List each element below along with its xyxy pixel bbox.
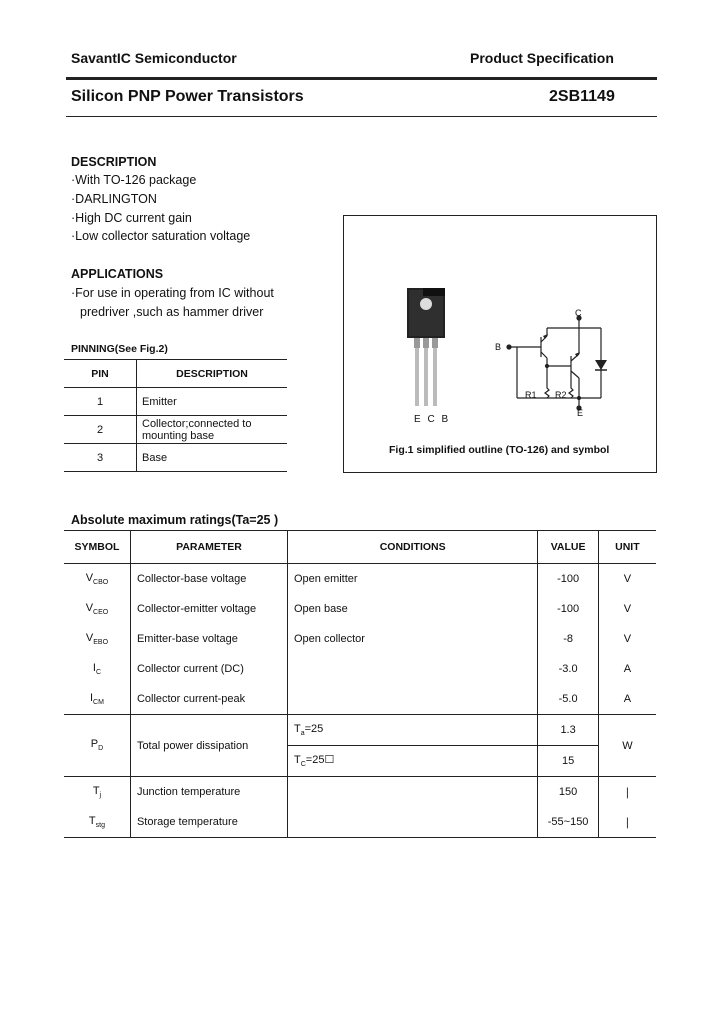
table-row bbox=[64, 416, 287, 444]
unit-cell: A bbox=[623, 693, 632, 705]
list-item: ·Low collector saturation voltage bbox=[71, 229, 251, 244]
conditions-cell: Open base bbox=[287, 594, 537, 624]
table-row bbox=[64, 564, 656, 595]
parameter-cell: Collector-emitter voltage bbox=[130, 594, 287, 624]
pin-number: 3 bbox=[64, 444, 137, 472]
list-item: ·High DC current gain bbox=[71, 210, 192, 225]
pin-number: 1 bbox=[64, 388, 137, 416]
symbol-cell: $V_{EBO}$ bbox=[64, 624, 130, 654]
parameter-cell: Emitter-base voltage bbox=[130, 624, 287, 654]
ratings-heading: Absolute maximum ratings(Ta=25 ) bbox=[71, 513, 279, 527]
unit-cell: W bbox=[598, 715, 656, 777]
unit-cell: V bbox=[623, 603, 632, 615]
parameter-column-header: PARAMETER bbox=[130, 531, 287, 564]
table-row bbox=[64, 715, 656, 746]
applications-line-1: ·For use in operating from IC without bbox=[71, 286, 274, 300]
pin-number: 2 bbox=[64, 416, 137, 444]
symbol-r2-label: R2 bbox=[555, 390, 567, 400]
unit-cell: A bbox=[623, 663, 632, 675]
symbol-cell: $P_D$ bbox=[64, 715, 130, 777]
table-row bbox=[64, 624, 656, 654]
unit-cell: V bbox=[623, 573, 632, 585]
parameter-cell: Storage temperature bbox=[130, 807, 287, 838]
conditions-cell: Open collector bbox=[287, 624, 537, 654]
pin-description: Emitter bbox=[137, 388, 288, 416]
symbol-collector-label: C bbox=[575, 308, 582, 318]
title-rule bbox=[66, 116, 657, 117]
symbol-cell: $T_{stg}$ bbox=[64, 807, 130, 838]
value-cell: 150 bbox=[538, 777, 598, 808]
darlington-symbol bbox=[489, 304, 619, 414]
pin-description: Collector;connected to mounting base bbox=[137, 416, 288, 444]
description-list bbox=[71, 171, 250, 246]
table-row bbox=[64, 684, 656, 715]
value-cell: -3.0 bbox=[538, 654, 598, 684]
table-row bbox=[64, 807, 656, 838]
figure-caption: Fig.1 simplified outline (TO-126) and symbol bbox=[389, 444, 610, 456]
pin-description: Base bbox=[137, 444, 288, 472]
parameter-cell: Collector-base voltage bbox=[130, 564, 287, 595]
doc-type: Product Specification bbox=[470, 50, 614, 66]
product-line: Silicon PNP Power Transistors bbox=[71, 88, 304, 105]
symbol-cell: $T_j$ bbox=[64, 777, 130, 808]
applications-line-2: predriver ,such as hammer driver bbox=[80, 305, 264, 319]
table-row bbox=[64, 594, 656, 624]
applications-heading: APPLICATIONS bbox=[71, 267, 164, 281]
value-cell: 15 bbox=[538, 746, 598, 777]
table-row bbox=[64, 444, 287, 472]
parameter-cell: Junction temperature bbox=[130, 777, 287, 808]
conditions-cell bbox=[287, 684, 537, 715]
value-cell: -8 bbox=[538, 624, 598, 654]
table-row bbox=[64, 654, 656, 684]
conditions-cell: $T_a=25$ bbox=[287, 715, 537, 746]
symbol-cell: $I_{CM}$ bbox=[64, 684, 130, 715]
list-item: ·DARLINGTON bbox=[71, 191, 157, 206]
conditions-cell bbox=[287, 807, 537, 838]
value-cell: -100 bbox=[538, 594, 598, 624]
company-name: SavantIC Semiconductor bbox=[71, 50, 237, 66]
header-rule bbox=[66, 77, 657, 80]
table-row bbox=[64, 777, 656, 808]
symbol-emitter-label: E bbox=[577, 408, 584, 418]
conditions-cell: Open emitter bbox=[287, 564, 537, 595]
symbol-cell: $I_C$ bbox=[64, 654, 130, 684]
package-pin-labels: E C B bbox=[414, 414, 451, 425]
conditions-cell: $T_C=25☐$ bbox=[287, 746, 537, 777]
value-cell: -55~150 bbox=[538, 807, 598, 838]
value-cell: -5.0 bbox=[538, 684, 598, 715]
pin-column-header: PIN bbox=[64, 360, 137, 388]
value-cell: 1.3 bbox=[538, 715, 598, 746]
parameter-cell: Total power dissipation bbox=[130, 715, 287, 777]
pinning-table bbox=[64, 359, 287, 472]
symbol-r1-label: R1 bbox=[525, 390, 537, 400]
parameter-cell: Collector current (DC) bbox=[130, 654, 287, 684]
value-column-header: VALUE bbox=[538, 531, 598, 564]
description-heading: DESCRIPTION bbox=[71, 155, 157, 169]
symbol-cell: $V_{CBO}$ bbox=[64, 564, 130, 595]
symbol-base-label: B bbox=[495, 342, 502, 352]
ratings-table bbox=[64, 530, 656, 838]
conditions-cell bbox=[287, 654, 537, 684]
value-cell: -100 bbox=[538, 564, 598, 595]
unit-cell: ∣ bbox=[598, 807, 656, 838]
description-column-header: DESCRIPTION bbox=[137, 360, 288, 388]
unit-cell: V bbox=[623, 633, 632, 645]
part-number: 2SB1149 bbox=[549, 88, 615, 105]
list-item: ·With TO-126 package bbox=[71, 173, 197, 187]
table-row bbox=[64, 388, 287, 416]
package-image bbox=[399, 284, 459, 414]
unit-cell: ∣ bbox=[598, 777, 656, 808]
conditions-column-header: CONDITIONS bbox=[287, 531, 537, 564]
symbol-cell: $V_{CEO}$ bbox=[64, 594, 130, 624]
figure-box bbox=[343, 215, 657, 473]
parameter-cell: Collector current-peak bbox=[130, 684, 287, 715]
pinning-heading: PINNING(See Fig.2) bbox=[71, 343, 168, 355]
unit-column-header: UNIT bbox=[598, 531, 656, 564]
conditions-cell bbox=[287, 777, 537, 808]
symbol-column-header: SYMBOL bbox=[64, 531, 130, 564]
